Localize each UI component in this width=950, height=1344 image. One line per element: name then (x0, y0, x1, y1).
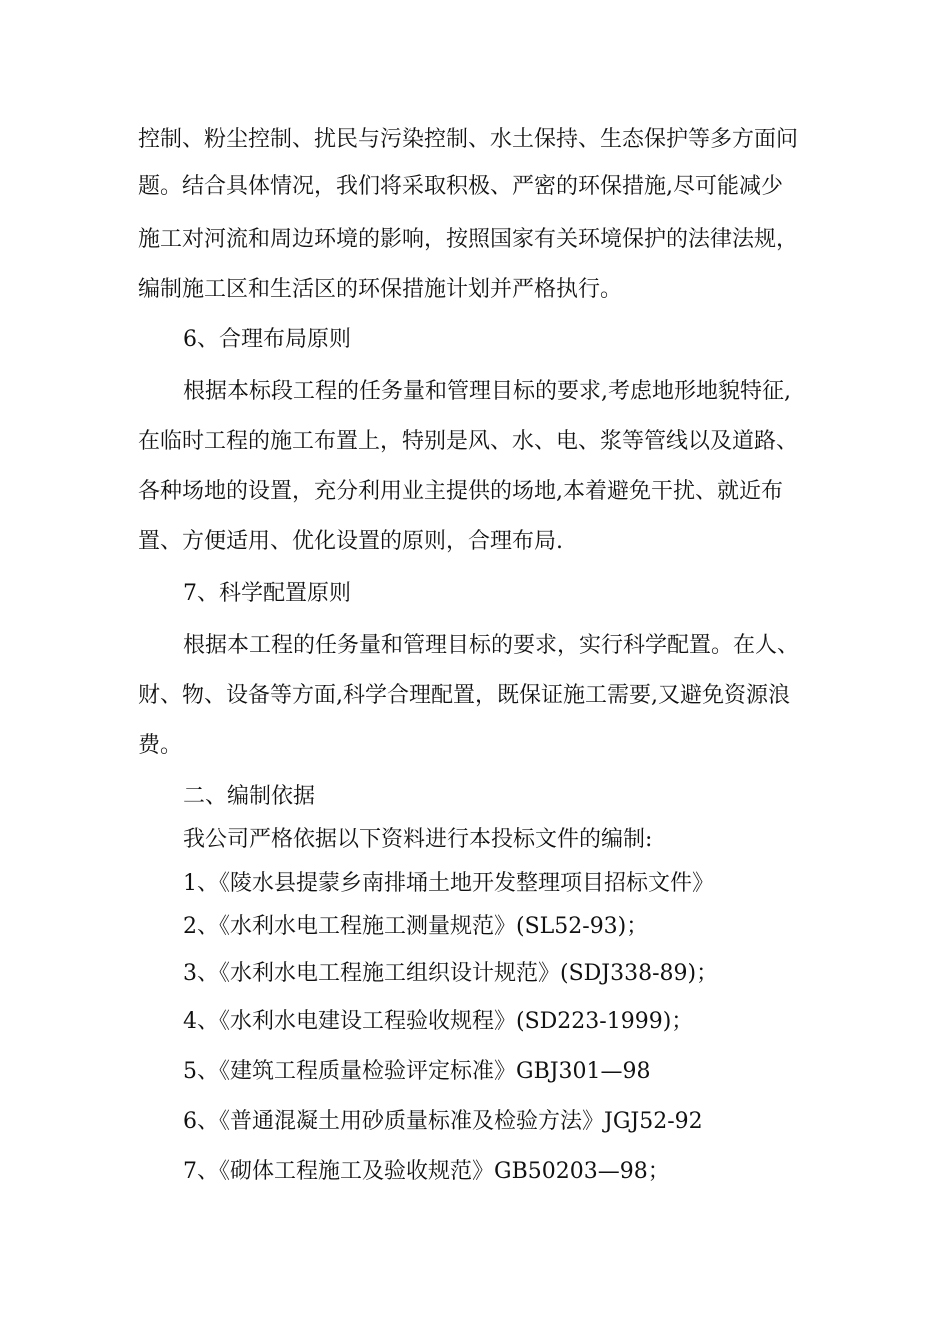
reference-item: 7、《砌体工程施工及验收规范》GB50203—98； (183, 1159, 670, 1184)
paragraph-line: 根据本工程的任务量和管理目标的要求，实行科学配置。在人、 (183, 633, 800, 658)
paragraph-line: 根据本标段工程的任务量和管理目标的要求,考虑地形地貌特征, (183, 379, 791, 404)
reference-item: 6、《普通混凝土用砂质量标准及检验方法》JGJ52-92 (183, 1109, 703, 1134)
paragraph-line: 财、物、设备等方面,科学合理配置，既保证施工需要,又避免资源浪 (138, 683, 790, 708)
subheading-scientific-config: 7、科学配置原则 (183, 581, 351, 606)
paragraph-line: 编制施工区和生活区的环保措施计划并严格执行。 (138, 277, 623, 302)
section-heading: 二、编制依据 (183, 784, 316, 809)
section-intro: 我公司严格依据以下资料进行本投标文件的编制: (183, 827, 653, 852)
paragraph-line: 题。结合具体情况，我们将采取积极、严密的环保措施,尽可能减少 (138, 174, 783, 199)
paragraph-line: 在临时工程的施工布置上，特别是风、水、电、浆等管线以及道路、 (138, 429, 799, 454)
paragraph-line: 控制、粉尘控制、扰民与污染控制、水土保持、生态保护等多方面问 (138, 127, 799, 152)
reference-item: 2、《水利水电工程施工测量规范》(SL52-93)； (183, 914, 649, 939)
paragraph-line: 施工对河流和周边环境的影响，按照国家有关环境保护的法律法规， (138, 227, 799, 252)
reference-item: 1、《陵水县提蒙乡南排埇土地开发整理项目招标文件》 (183, 871, 714, 896)
reference-item: 5、《建筑工程质量检验评定标准》GBJ301—98 (183, 1059, 651, 1084)
paragraph-line: 置、方便适用、优化设置的原则，合理布局. (138, 529, 563, 554)
subheading-layout-principle: 6、合理布局原则 (183, 327, 351, 352)
paragraph-line: 各种场地的设置，充分利用业主提供的场地,本着避免干扰、就近布 (138, 479, 783, 504)
reference-item: 4、《水利水电建设工程验收规程》(SD223-1999)； (183, 1009, 694, 1034)
paragraph-line: 费。 (138, 733, 183, 758)
reference-item: 3、《水利水电工程施工组织设计规范》(SDJ338-89)； (183, 961, 719, 986)
